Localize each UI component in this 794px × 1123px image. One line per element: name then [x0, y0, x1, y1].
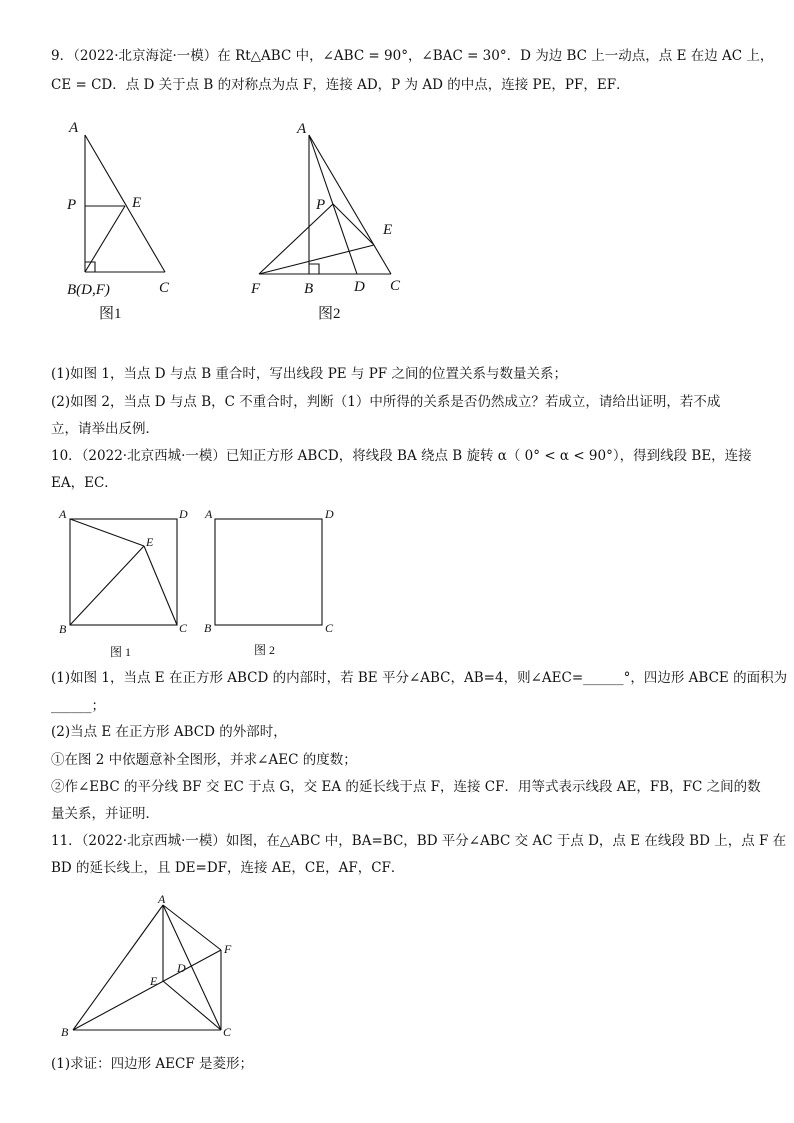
fig1-label-P: P: [67, 197, 77, 213]
problem9-question1: (1)如图 1，当点 D 与点 B 重合时，写出线段 PE 与 PF 之间的位置关系与数量关系；: [51, 366, 567, 382]
problem9-statement-line1: 9．（2022·北京海淀·一模）在 Rt△ABC 中，∠ABC = 90°，∠BAC = 30°．D 为边 BC 上一动点，点 E 在边 AC 上，: [51, 48, 774, 64]
problem9-figure1: [55, 112, 195, 327]
fig-segment-EC: [163, 981, 221, 1030]
problem11-statement-line2: BD 的延长线上，且 DE=DF，连接 AE，CE，AF，CF．: [51, 860, 405, 876]
fig2-label-E: E: [383, 222, 393, 238]
problem9-question2-line2: 立，请举出反例．: [51, 421, 159, 437]
fig-label-D: D: [177, 961, 186, 975]
fig-label-E: E: [150, 974, 158, 988]
fig1-label-E: E: [146, 535, 154, 549]
fig1-label-B: B: [59, 622, 67, 636]
problem10-statement-line1: 10．（2022·北京西城·一模）已知正方形 ABCD，将线段 BA 绕点 B 旋转 α（ 0° < α < 90°），得到线段 BE，连接: [51, 448, 752, 464]
fig-label-B: B: [61, 1025, 69, 1039]
fig1-label-E: E: [132, 195, 142, 211]
fig-segment-AF: [163, 905, 221, 950]
problem10-question1-line2: ______；: [51, 698, 105, 714]
fig2-label-A: A: [297, 121, 307, 137]
problem11-question1: (1)求证：四边形 AECF 是菱形；: [51, 1056, 254, 1072]
problem10-question2-part2-line1: ②作∠EBC 的平分线 BF 交 EC 于点 G，交 EA 的延长线于点 F，连接 CF．用等式表示线段 AE，FB，FC 之间的数: [51, 779, 761, 795]
fig2-right-angle-mark: [309, 264, 319, 274]
fig1-label-B: B(D,F): [67, 282, 110, 298]
fig1-label-C: C: [159, 280, 170, 296]
fig2-square-ABCD: [215, 519, 322, 625]
fig2-label-D: D: [325, 507, 334, 521]
problem9-question2-line1: (2)如图 2，当点 D 与点 B，C 不重合时，判断（1）中所得的关系是否仍然成立？若成立，请给出证明，若不成: [51, 394, 721, 410]
problem10-question2-part1: ①在图 2 中依题意补全图形，并求∠AEC 的度数；: [51, 752, 357, 768]
problem10-question2: (2)当点 E 在正方形 ABCD 的外部时，: [51, 724, 287, 740]
problem10-question1-line1: (1)如图 1，当点 E 在正方形 ABCD 的内部时，若 BE 平分∠ABC，AB=4，则∠AEC=______°，四边形 ABCE 的面积为: [51, 670, 788, 686]
fig2-label-C: C: [390, 278, 401, 294]
fig2-label-C: C: [325, 621, 334, 635]
problem10-statement-line2: EA，EC．: [51, 475, 118, 491]
fig-segment-AC: [163, 905, 221, 1030]
fig2-label-B: B: [204, 621, 212, 635]
problem9-figure2: [245, 112, 415, 327]
fig1-segment-BE: [70, 546, 144, 625]
problem10-figure2: [200, 504, 350, 664]
problem10-question2-part2-line2: 量关系，并证明．: [51, 806, 159, 822]
fig1-segment-AE: [70, 519, 144, 546]
fig1-segment-EC: [144, 546, 177, 625]
fig2-segment-FP: [259, 204, 333, 274]
fig1-label-A: A: [59, 507, 67, 521]
fig2-label-F: F: [251, 281, 261, 297]
problem11-figure: [55, 893, 255, 1043]
fig2-segment-FE: [259, 245, 374, 274]
problem11-statement-line1: 11．（2022·北京西城·一模）如图，在△ABC 中，BA=BC，BD 平分∠ABC 交 AC 于点 D，点 E 在线段 BD 上，点 F 在: [51, 833, 787, 849]
fig2-label-B: B: [304, 281, 314, 297]
fig2-label-P: P: [316, 197, 326, 213]
problem10-figure1: [55, 504, 205, 664]
fig-label-F: F: [224, 942, 232, 956]
fig-label-C: C: [223, 1025, 232, 1039]
fig2-caption: 图2: [318, 306, 341, 322]
fig1-label-A: A: [69, 120, 79, 136]
fig-label-A: A: [158, 892, 166, 906]
fig1-label-D: D: [179, 507, 188, 521]
problem9-statement-line2: CE = CD．点 D 关于点 B 的对称点为点 F，连接 AD，P 为 AD 的中点，连接 PE，PF，EF．: [51, 77, 630, 93]
fig1-square-ABCD: [70, 519, 177, 625]
fig2-caption: 图 2: [254, 643, 276, 657]
fig-segment-AB: [73, 905, 163, 1030]
fig1-caption: 图 1: [110, 645, 132, 659]
fig2-label-D: D: [354, 279, 365, 295]
fig2-label-A: A: [205, 507, 213, 521]
fig-segment-BF: [73, 950, 221, 1030]
fig1-label-C: C: [179, 621, 188, 635]
fig1-caption: 图1: [99, 306, 122, 322]
